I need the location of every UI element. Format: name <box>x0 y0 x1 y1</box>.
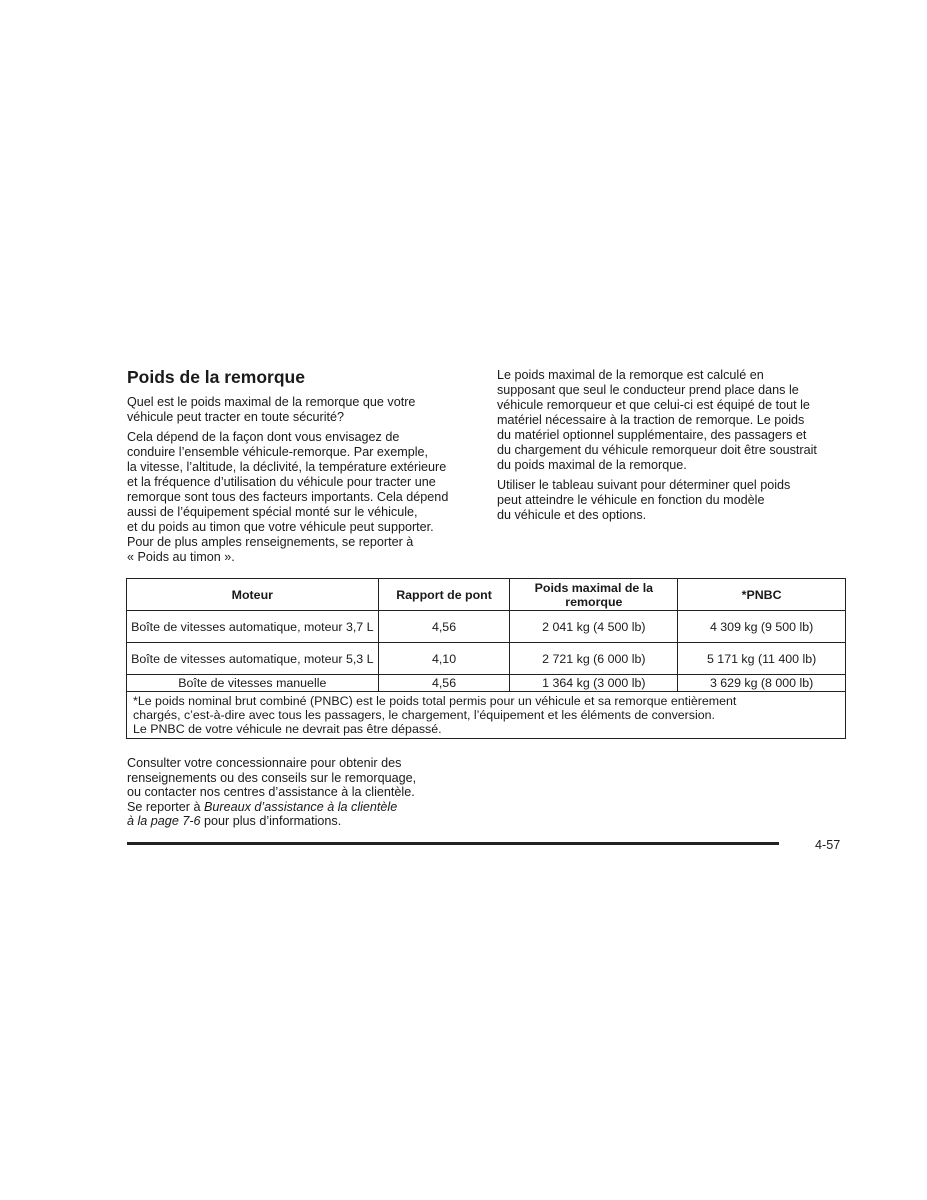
table-cell: 5 171 kg (11 400 lb) <box>678 643 846 675</box>
table-cell: 4,56 <box>378 675 510 692</box>
table-cell: 2 041 kg (4 500 lb) <box>510 611 678 643</box>
left-column <box>127 366 477 570</box>
table-cell: Boîte de vitesses automatique, moteur 3,7 L <box>127 611 379 643</box>
table-cell: 1 364 kg (3 000 lb) <box>510 675 678 692</box>
table-cell: 4 309 kg (9 500 lb) <box>678 611 846 643</box>
table-header-row <box>127 579 846 611</box>
paragraph: Cela dépend de la façon dont vous envisagez de conduire l’ensemble véhicule-remorque. Par exemple, la vitesse, l’altitude, la déclivité, la température extérieure et la fréquence d’utilisation du véhicule pour tracter une remorque sont tous des facteurs importants. Cela dépend aussi de l’équipement spécial monté sur le véhicule, et du poids au timon que votre véhicule peut supporter. Pour de plus amples renseignements, se reporter à « Poids au timon ». <box>127 430 449 564</box>
towing-capacity-table <box>126 578 846 739</box>
column-header-max-trailer-weight: Poids maximal de la remorque <box>510 579 678 611</box>
table-cell: 2 721 kg (6 000 lb) <box>510 643 678 675</box>
table-row <box>127 675 846 692</box>
table-row <box>127 643 846 675</box>
table-footnote: *Le poids nominal brut combiné (PNBC) est le poids total permis pour un véhicule et sa remorque entièrement chargés, c’est-à-dire avec tous les passagers, le chargement, l’équipement et les éléments de conversion. Le PNBC de votre véhicule ne devrait pas être dépassé. <box>127 692 846 739</box>
section-title: Poids de la remorque <box>127 367 305 387</box>
table-cell: 4,10 <box>378 643 510 675</box>
table-cell: Boîte de vitesses manuelle <box>127 675 379 692</box>
cross-reference-link[interactable]: Bureaux d’assistance à la clientèle à la page 7-6 <box>127 799 398 828</box>
column-header-gcwr: *PNBC <box>678 579 846 611</box>
table-cell: 4,56 <box>378 611 510 643</box>
paragraph-text-tail: pour plus d’informations. <box>200 814 342 828</box>
paragraph: Quel est le poids maximal de la remorque que votre véhicule peut tracter en toute sécurité? <box>127 395 416 424</box>
right-column <box>497 368 847 528</box>
footer-rule <box>127 842 779 845</box>
table-row <box>127 611 846 643</box>
paragraph-text: Consulter votre concessionnaire pour obtenir des renseignements ou des conseils sur le remorquage, ou contacter nos centres d’assistance à la clientèle. Se reporter à <box>127 756 417 814</box>
column-header-engine: Moteur <box>127 579 379 611</box>
dealer-contact-paragraph <box>127 756 487 829</box>
table-cell: Boîte de vitesses automatique, moteur 5,3 L <box>127 643 379 675</box>
column-header-axle-ratio: Rapport de pont <box>378 579 510 611</box>
table-note-row <box>127 692 846 739</box>
paragraph: Utiliser le tableau suivant pour déterminer quel poids peut atteindre le véhicule en fonction du modèle du véhicule et des options. <box>497 478 791 522</box>
table-cell: 3 629 kg (8 000 lb) <box>678 675 846 692</box>
paragraph: Le poids maximal de la remorque est calculé en supposant que seul le conducteur prend place dans le véhicule remorqueur et que celui-ci est équipé de tout le matériel nécessaire à la traction de remorque. Le poids du matériel optionnel supplémentaire, des passagers et du chargement du véhicule remorqueur doit être soustrait du poids maximal de la remorque. <box>497 368 817 472</box>
page-number: 4-57 <box>815 838 841 852</box>
